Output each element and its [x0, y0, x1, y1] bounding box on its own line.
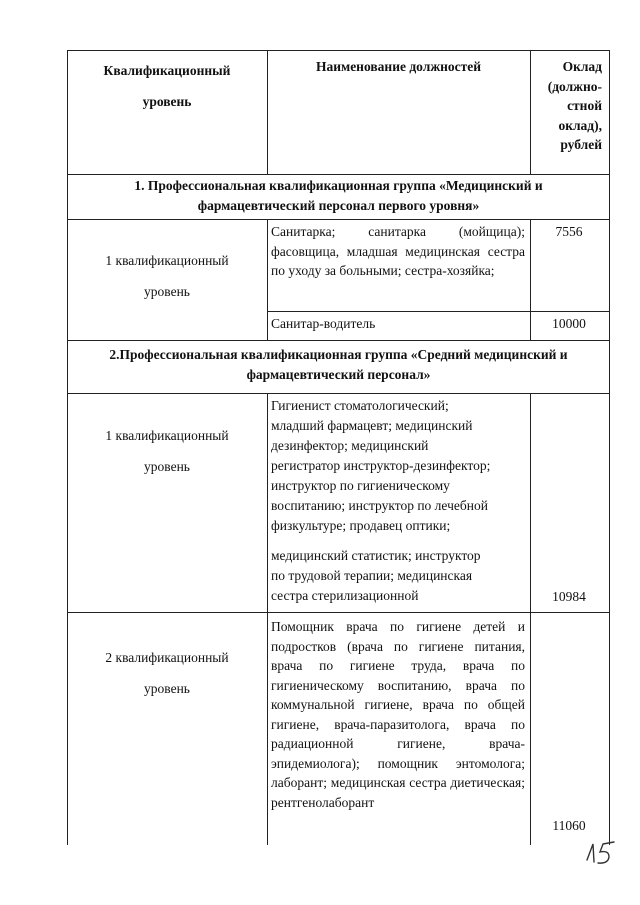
position-list: Помощник врача по гигиене детей и подростков (врача по гигиене питания, врача по гигиене труда, врача по гигиеническому воспитанию, врача по коммунальной гигиене, врача по общей гигиене, врача-паразитолога, врача по радиационной гигиене, врача-эпидемиолога); помощник энтомолога; лаборант; медицинская сестра диетическая; рентгенолаборант: [271, 619, 525, 810]
position-list: Санитар-водитель: [271, 316, 376, 331]
salary-value: 7556: [555, 224, 583, 239]
table-border-col1: [267, 219, 268, 340]
table-border-col2: [530, 50, 531, 174]
table-border-right: [609, 50, 610, 845]
position-list: медицинский статистик; инструктор по трудовой терапии; медицинская сестра стерилизационной: [271, 548, 481, 603]
table-border-group1: [67, 219, 610, 220]
salary-value: 10984: [552, 589, 586, 604]
table-border-group2-bottom: [67, 393, 610, 394]
header-salary: Оклад (должно- стной оклад), рублей: [547, 59, 602, 152]
position-list: Санитарка; санитарка (мойщица); фасовщица, младшая медицинская сестра по уходу за больными; сестра-хозяйка;: [271, 224, 525, 278]
group-title: 2.Профессиональная квалификационная группа «Средний медицинский и фармацевтический персонал»: [109, 347, 568, 382]
table-border-col2: [530, 393, 531, 845]
table-border-header: [67, 174, 610, 175]
table-border-row: [267, 311, 610, 312]
table-border-row: [67, 612, 610, 613]
qualification-level: 1 квалификационный уровень: [105, 253, 229, 299]
header-level: Квалификационный уровень: [103, 63, 231, 109]
group-title: 1. Профессиональная квалификационная группа «Медицинский и фармацевтический персонал первого уровня»: [134, 178, 543, 213]
table-border-col2: [530, 219, 531, 340]
header-position: Наименование должностей: [315, 59, 482, 74]
qualification-level: 1 квалификационный уровень: [105, 428, 229, 474]
salary-value: 10000: [552, 316, 586, 331]
position-list: Гигиенист стоматологический; младший фармацевт; медицинский дезинфектор; медицинский регистратор инструктор-дезинфектор; инструктор по гигиеническому воспитанию; инструктор по лечебной физкультуре; продавец оптики;: [271, 398, 491, 533]
salary-value: 11060: [552, 818, 586, 833]
table-border-col1: [267, 393, 268, 845]
table-border-group2: [67, 340, 610, 341]
qualification-level: 2 квалификационный уровень: [105, 650, 229, 696]
handwritten-page-mark: [583, 838, 623, 868]
table-border-top: [67, 50, 610, 51]
